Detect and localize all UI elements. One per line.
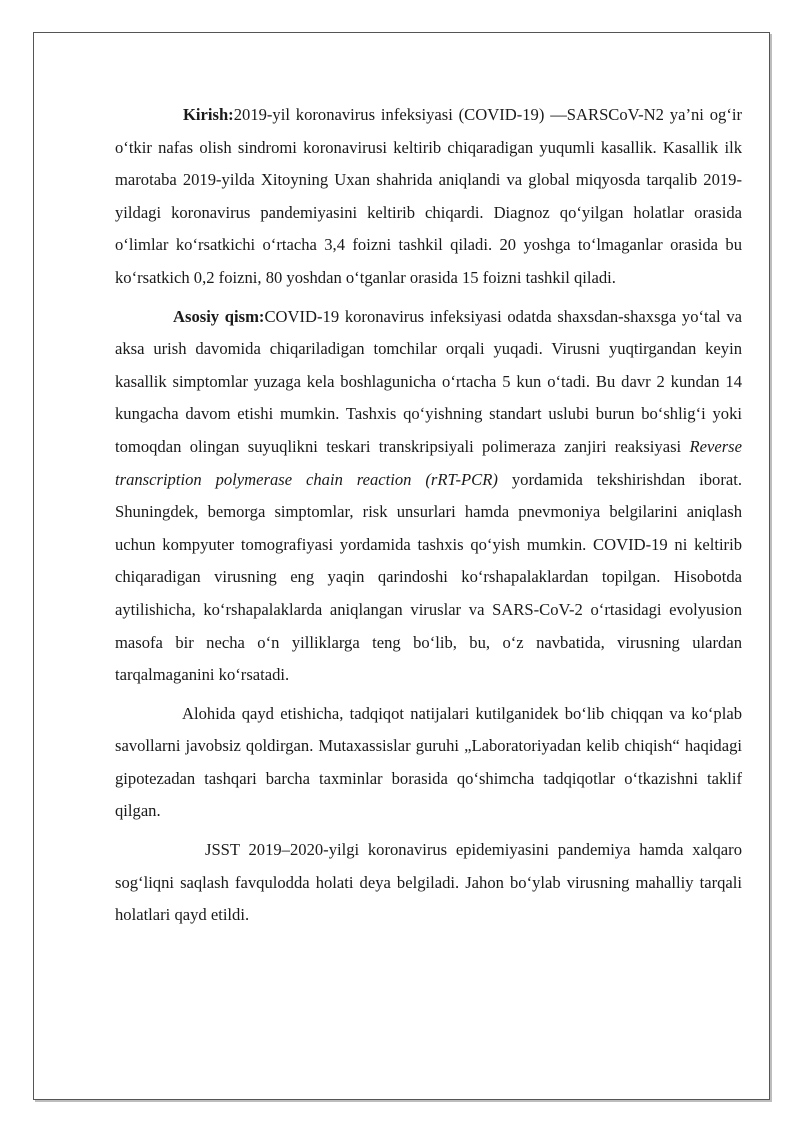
introduction-text: 2019-yil koronavirus infeksiyasi (COVID-19) —SARSCoV-N2 ya’ni og‘ir o‘tkir nafas olish sindromi koronavirusi keltirib chiqaradigan yuqumli kasallik. Kasallik ilk marotaba 2019-yilda Xitoyning Uxan shahrida aniqlandi va global miqyosda tarqalib 2019- yildagi koronavirus pandemiyasini keltirib chiqardi. Diagnoz qo‘yilgan holatlar orasida o‘limlar ko‘rsatkichi o‘rtacha 3,4 foizni tashkil qiladi. 20 yoshga to‘lmaganlar orasida bu ko‘rsatkich 0,2 foizni, 80 yoshdan o‘tganlar orasida 15 foizni tashkil qiladi. xyxy=(115,105,742,287)
heading-introduction: Kirish: xyxy=(183,105,234,124)
paragraph-who xyxy=(115,834,742,932)
paragraph-introduction xyxy=(115,99,742,295)
heading-main-part: Asosiy qism: xyxy=(173,306,265,326)
main-part-text-b: yordamida tekshirishdan iborat. Shuningdek, bemorga simptomlar, risk unsurlari hamda pnevmoniya belgilarini aniqlash uchun kompyuter tomografiyasi yordamida tashxis qo‘yish mumkin. COVID-19 ni keltirib chiqaradigan virusning eng yaqin qarindoshi ko‘rshapalaklardan topilgan. Hisobotda aytilishicha, ko‘rshapalaklarda aniqlangan viruslar va SARS-CoV-2 o‘rtasidagi evolyusion masofa bir necha o‘n yilliklarga teng bo‘lib, bu, o‘z navbatida, virusning ulardan tarqalmaganini ko‘rsatadi. xyxy=(115,469,742,685)
paragraph-main-part xyxy=(115,301,742,692)
document-body xyxy=(115,99,742,938)
main-part-italic-term: Reverse transcription polymerase chain reaction (rRT-PCR) xyxy=(115,436,742,489)
who-text: JSST 2019–2020-yilgi koronavirus epidemiyasini pandemiya hamda xalqaro sog‘liqni saqlash favqulodda holati deya belgiladi. Jahon bo‘ylab virusning mahalliy tarqali holatlari qayd etildi. xyxy=(115,840,742,925)
main-part-text-a: COVID-19 koronavirus infeksiyasi odatda shaxsdan-shaxsga yo‘tal va aksa urish davomida chiqariladigan tomchilar orqali yuqadi. Virusni yuqtirgandan keyin kasallik simptomlar yuzaga kela boshlagunicha o‘rtacha 5 kun o‘tadi. Bu davr 2 kundan 14 kungacha davom etishi mumkin. Tashxis qo‘yishning standart uslubi burun bo‘shlig‘i yoki tomoqdan olingan suyuqlikni teskari transkripsiyali polimeraza zanjiri reaksiyasi xyxy=(115,306,742,456)
findings-text: Alohida qayd etishicha, tadqiqot natijalari kutilganidek bo‘lib chiqqan va ko‘plab savollarni javobsiz qoldirgan. Mutaxassislar guruhi „Laboratoriyadan kelib chiqish“ haqidagi gipotezadan tashqari barcha taxminlar borasida qo‘shimcha tadqiqotlar o‘tkazishni taklif qilgan. xyxy=(115,703,742,821)
paragraph-findings xyxy=(115,698,742,828)
